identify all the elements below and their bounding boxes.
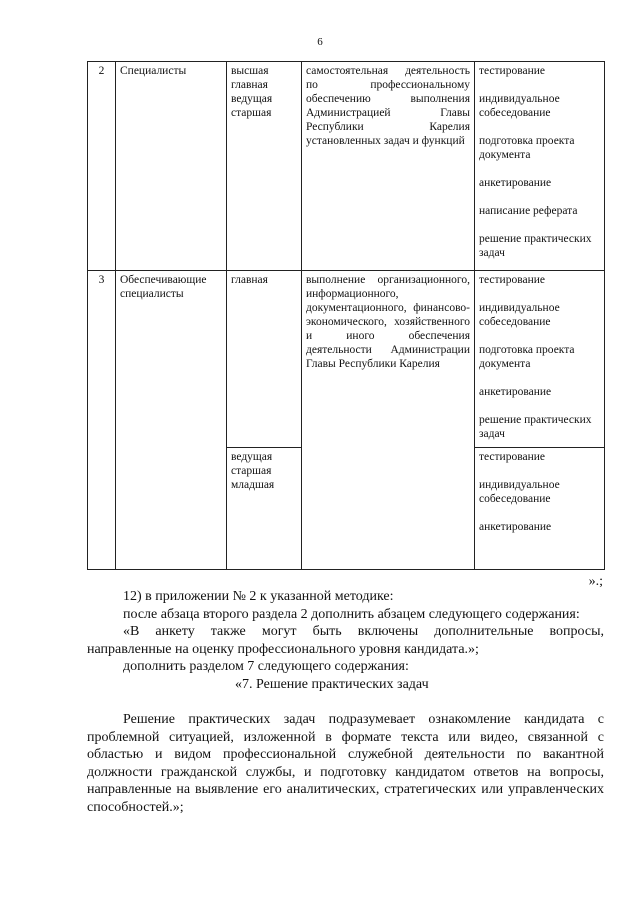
category-cell: Специалисты (116, 62, 227, 271)
row-number: 3 (88, 271, 116, 570)
page-number: 6 (317, 36, 323, 48)
assessment-method: тестирование (479, 274, 545, 286)
assessment-methods-cell (475, 448, 605, 570)
paragraph-quote-questionnaire: «В анкету также могут быть включены дополнительные вопросы, направленные на оценку профессионального уровня кандидата.»; (87, 624, 604, 657)
spacer (87, 693, 604, 711)
assessment-method: подготовка проекта документа (479, 135, 575, 161)
position-group-cell: главная (227, 271, 302, 448)
assessment-methods-cell (475, 62, 605, 271)
competency-table (87, 61, 605, 570)
section-heading: «7. Решение практических задач (235, 676, 429, 692)
assessment-method: тестирование (479, 451, 545, 463)
position-group-cell: высшая главная ведущая старшая (227, 62, 302, 271)
assessment-method: решение практических задач (479, 233, 592, 259)
paragraph-add-section: дополнить разделом 7 следующего содержания: (123, 659, 409, 674)
assessment-method: индивидуальное собеседование (479, 302, 560, 328)
assessment-method: анкетирование (479, 521, 552, 533)
function-cell: самостоятельная деятельность по профессиональному обеспечению выполнения Администрацией Главы Республики Карелия установленных задач и функций (302, 62, 475, 271)
function-cell: выполнение организационного, информационного, документационного, финансово-экономического, хозяйственного и иного обеспечения деятельности Администрации Главы Республики Карелия (302, 271, 475, 570)
table-row (88, 271, 605, 448)
paragraph-amendment-12: 12) в приложении № 2 к указанной методике: (123, 589, 394, 604)
assessment-methods-cell (475, 271, 605, 448)
closing-quote: ».; (588, 574, 603, 589)
category-cell: Обеспечивающие специалисты (116, 271, 227, 570)
assessment-method: написание реферата (479, 205, 578, 217)
assessment-method: индивидуальное собеседование (479, 479, 560, 505)
assessment-method: анкетирование (479, 177, 552, 189)
paragraph-insert-after: после абзаца второго раздела 2 дополнить абзацем следующего содержания: (123, 606, 580, 622)
paragraph-practical-tasks: Решение практических задач подразумевает ознакомление кандидата с проблемной ситуацией, изложенной в формате текста или видео, связанной с областью и видом профессиональной служебной деятельности по вакантной должности гражданской службы, и подготовку кандидатом ответов на вопросы, направленные на выявление его аналитических, стратегических или управленческих способностей.»; (87, 712, 604, 815)
row-number: 2 (88, 62, 116, 271)
assessment-method: решение практических задач (479, 414, 592, 440)
assessment-method: тестирование (479, 65, 545, 77)
document-body (87, 588, 604, 816)
table-row (88, 62, 605, 271)
assessment-method: индивидуальное собеседование (479, 93, 560, 119)
assessment-method: подготовка проекта документа (479, 344, 575, 370)
position-group-cell: ведущая старшая младшая (227, 448, 302, 570)
assessment-method: анкетирование (479, 386, 552, 398)
